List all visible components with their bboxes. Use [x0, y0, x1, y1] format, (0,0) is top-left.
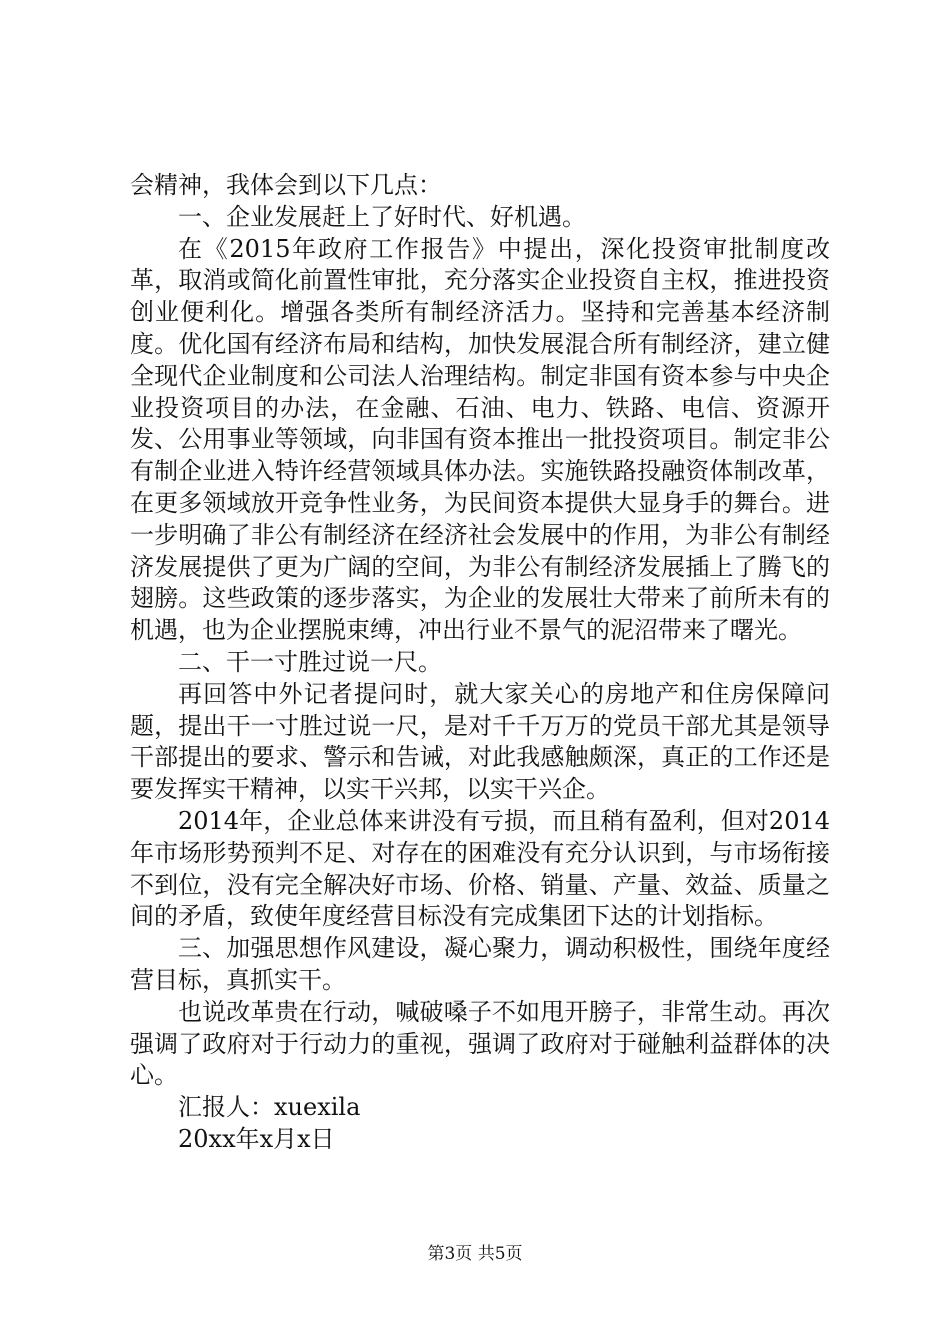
heading-section-3: 三、加强思想作风建设，凝心聚力，调动积极性，围绕年度经营目标，真抓实干。	[130, 934, 830, 994]
page-number-label: 第3页 共5页	[427, 1244, 523, 1264]
paragraph-section-2a: 再回答中外记者提问时，就大家关心的房地产和住房保障问题，提出干一寸胜过说一尺，是对千千万万的党员干部尤其是领导干部提出的要求、警示和告诫，对此我感触颇深，真正的工作还是要发挥实干精神，以实干兴邦，以实干兴企。	[130, 679, 830, 804]
document-body	[130, 170, 830, 1156]
reporter-line: 汇报人：xuexila	[178, 1093, 361, 1122]
heading-section-2: 二、干一寸胜过说一尺。	[178, 647, 442, 676]
page-footer	[0, 1243, 950, 1265]
date-line: 20xx年x月x日	[178, 1124, 335, 1153]
paragraph-section-2b: 2014年，企业总体来讲没有亏损，而且稍有盈利，但对2014年市场形势预判不足、对存在的困难没有充分认识到，与市场衔接不到位，没有完全解决好市场、价格、销量、产量、效益、质量之间的矛盾，致使年度经营目标没有完成集团下达的计划指标。	[130, 806, 830, 931]
heading-section-1: 一、企业发展赶上了好时代、好机遇。	[178, 202, 586, 231]
paragraph-intro: 会精神，我体会到以下几点：	[130, 171, 442, 199]
paragraph-section-3: 也说改革贵在行动，喊破嗓子不如甩开膀子，非常生动。再次强调了政府对于行动力的重视，强调了政府对于碰触利益群体的决心。	[130, 997, 830, 1090]
paragraph-section-1: 在《2015年政府工作报告》中提出，深化投资审批制度改革，取消或简化前置性审批，充分落实企业投资自主权，推进投资创业便利化。增强各类所有制经济活力。坚持和完善基本经济制度。优化国有经济布局和结构，加快发展混合所有制经济，建立健全现代企业制度和公司法人治理结构。制定非国有资本参与中央企业投资项目的办法，在金融、石油、电力、铁路、电信、资源开发、公用事业等领域，向非国有资本推出一批投资项目。制定非公有制企业进入特许经营领域具体办法。实施铁路投融资体制改革，在更多领域放开竞争性业务，为民间资本提供大显身手的舞台。进一步明确了非公有制经济在经济社会发展中的作用，为非公有制经济发展提供了更为广阔的空间，为非公有制经济发展插上了腾飞的翅膀。这些政策的逐步落实，为企业的发展壮大带来了前所未有的机遇，也为企业摆脱束缚，冲出行业不景气的泥沼带来了曙光。	[130, 234, 830, 645]
